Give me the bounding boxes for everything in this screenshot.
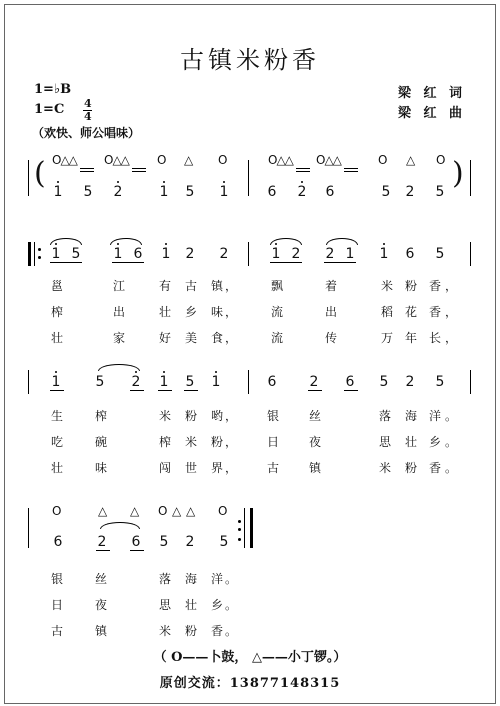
note: 1 — [219, 184, 229, 200]
lyric: 稻 — [380, 305, 393, 319]
lyric: 江 — [112, 279, 125, 293]
lyric: 出 — [324, 305, 337, 319]
lyric: 粉 — [184, 624, 197, 638]
lyric: 美 — [184, 331, 197, 345]
lyric: 闯 — [158, 461, 171, 475]
note: 2 — [325, 246, 335, 262]
note: 1 — [161, 246, 171, 262]
lyric: 壮 — [50, 331, 63, 345]
lyric: 壮 — [404, 435, 417, 449]
instrument-legend: （ O——卜鼓， △——小丁锣。） — [153, 650, 347, 665]
perc-mark: O — [158, 504, 167, 518]
perc-mark: △ — [186, 504, 195, 518]
perc-mark: O — [378, 153, 387, 167]
key-signature-2: 1=C — [34, 102, 65, 117]
perc-mark: O△△ — [268, 153, 293, 167]
contact-footer: 原创交流：13877148315 — [159, 676, 341, 691]
lyric: 榨 — [94, 409, 107, 423]
lyric: 米 — [380, 279, 393, 293]
lyric: 日 — [50, 598, 63, 612]
lyric: 飘 — [270, 279, 283, 293]
note: 5 — [381, 184, 391, 200]
perc-mark: O△△ — [104, 153, 129, 167]
lyric: 味 — [94, 461, 107, 475]
note: 6 — [345, 374, 355, 390]
note: 2 — [131, 374, 141, 390]
lyric: 壮 — [184, 598, 197, 612]
note: 2 — [405, 184, 415, 200]
time-signature-bottom: 4 — [84, 110, 92, 123]
lyric: 思 — [378, 435, 391, 449]
note: 5 — [159, 534, 169, 550]
note: 5 — [185, 184, 195, 200]
lyric: 好 — [158, 331, 171, 345]
note: 1 — [53, 184, 63, 200]
perc-mark: O — [52, 504, 61, 518]
lyric: 银 — [266, 409, 279, 423]
lyric: 乡 — [184, 305, 197, 319]
note: 2 — [309, 374, 319, 390]
perc-mark: △ — [98, 504, 107, 518]
lyric: 古 — [184, 279, 197, 293]
note: 2 — [219, 246, 229, 262]
lyric: 粉 — [184, 409, 197, 423]
lyric: 米 — [158, 624, 171, 638]
lyric: 米 — [158, 409, 171, 423]
lyric: 哟 — [210, 409, 223, 423]
perc-mark: O — [436, 153, 445, 167]
slur — [110, 238, 142, 245]
lyric: 镇 — [94, 624, 107, 638]
lyric: 世 — [184, 461, 197, 475]
perc-mark: O△△ — [316, 153, 341, 167]
lyric: 有 — [158, 279, 171, 293]
note: 1 — [113, 246, 123, 262]
note: 1 — [379, 246, 389, 262]
lyric: 界 — [210, 461, 223, 475]
lyric: 古 — [266, 461, 279, 475]
lyric: 丝 — [308, 409, 321, 423]
perc-mark: △ — [406, 153, 415, 167]
lyric: 香 — [428, 279, 441, 293]
lyric: 粉 — [404, 279, 417, 293]
lyric: 邕 — [50, 279, 63, 293]
note: 6 — [405, 246, 415, 262]
note: 2 — [185, 246, 195, 262]
note: 2 — [297, 184, 307, 200]
lyric: 食 — [210, 331, 223, 345]
lyric: 镇 — [210, 279, 223, 293]
note: 2 — [185, 534, 195, 550]
open-paren: ( — [34, 156, 46, 191]
perc-mark: O — [218, 153, 227, 167]
note: 1 — [211, 374, 221, 390]
lyric: 榨 — [50, 305, 63, 319]
note: 5 — [71, 246, 81, 262]
perc-mark: △ — [172, 504, 181, 518]
note: 6 — [53, 534, 63, 550]
lyric: 碗 — [94, 435, 107, 449]
lyric: 丝 — [94, 572, 107, 586]
barline-mid — [248, 160, 249, 196]
perc-mark: O — [157, 153, 166, 167]
note: 5 — [95, 374, 105, 390]
composer-credit: 梁 红 曲 — [398, 106, 467, 121]
lyric: 粉 — [210, 435, 223, 449]
note: 6 — [267, 184, 277, 200]
lyric: 榨 — [158, 435, 171, 449]
barline — [28, 508, 29, 548]
key-signature-1: 1=♭B — [34, 82, 72, 97]
lyric: 海 — [404, 409, 417, 423]
song-title: 古镇米粉香 — [180, 46, 320, 74]
lyric: 落 — [158, 572, 171, 586]
lyric: 夜 — [308, 435, 321, 449]
lyric: 长 — [428, 331, 441, 345]
lyric: 香 — [210, 624, 223, 638]
lyric: 古 — [50, 624, 63, 638]
lyric: 洋 — [428, 409, 441, 423]
barline — [470, 242, 471, 266]
time-signature-top: 4 — [84, 97, 92, 110]
lyric: 壮 — [50, 461, 63, 475]
slur — [326, 238, 358, 245]
lyric: 洋 — [210, 572, 223, 586]
lyric: 米 — [184, 435, 197, 449]
lyric: 花 — [404, 305, 417, 319]
note: 5 — [219, 534, 229, 550]
barline-end — [470, 160, 471, 196]
note: 2 — [405, 374, 415, 390]
lyric: 家 — [112, 331, 125, 345]
lyric: 米 — [378, 461, 391, 475]
note: 1 — [271, 246, 281, 262]
lyric: 味 — [210, 305, 223, 319]
lyric: 海 — [184, 572, 197, 586]
barline — [248, 370, 249, 394]
lyric: 夜 — [94, 598, 107, 612]
lyric: 年 — [404, 331, 417, 345]
note: 5 — [435, 374, 445, 390]
barline — [28, 370, 29, 394]
slur — [100, 522, 140, 529]
note: 5 — [435, 184, 445, 200]
lyric: 香 — [428, 461, 441, 475]
lyric: 着 — [324, 279, 337, 293]
note: 1 — [51, 246, 61, 262]
lyric: 流 — [270, 305, 283, 319]
note: 5 — [83, 184, 93, 200]
barline-start — [28, 160, 29, 196]
lyric: 日 — [266, 435, 279, 449]
perc-mark: O△△ — [52, 153, 77, 167]
note: 5 — [435, 246, 445, 262]
note: 2 — [97, 534, 107, 550]
lyric: 出 — [112, 305, 125, 319]
perc-mark: △ — [184, 153, 193, 167]
perc-mark: △ — [130, 504, 139, 518]
perc-mark: O — [218, 504, 227, 518]
lyric: 流 — [270, 331, 283, 345]
lyric: 乡 — [210, 598, 223, 612]
lyric: 思 — [158, 598, 171, 612]
note: 6 — [133, 246, 143, 262]
slur — [98, 364, 140, 371]
note: 6 — [267, 374, 277, 390]
note: 2 — [291, 246, 301, 262]
lyric: 吃 — [50, 435, 63, 449]
note: 2 — [113, 184, 123, 200]
tempo-marking: （欢快、师公唱味） — [32, 126, 141, 140]
lyric: 香 — [428, 305, 441, 319]
repeat-start — [28, 242, 31, 266]
repeat-end — [250, 508, 253, 548]
lyric: 银 — [50, 572, 63, 586]
lyric: 万 — [380, 331, 393, 345]
note: 1 — [159, 184, 169, 200]
lyricist-credit: 梁 红 词 — [398, 86, 467, 101]
note: 1 — [159, 374, 169, 390]
barline — [248, 242, 249, 266]
lyric: 落 — [378, 409, 391, 423]
lyric: 壮 — [158, 305, 171, 319]
close-paren: ) — [452, 156, 464, 191]
lyric: 镇 — [308, 461, 321, 475]
barline — [470, 370, 471, 394]
note: 1 — [51, 374, 61, 390]
lyric: 传 — [324, 331, 337, 345]
note: 6 — [131, 534, 141, 550]
note: 1 — [345, 246, 355, 262]
note: 5 — [185, 374, 195, 390]
lyric: 乡 — [428, 435, 441, 449]
lyric: 粉 — [404, 461, 417, 475]
lyric: 生 — [50, 409, 63, 423]
note: 5 — [379, 374, 389, 390]
note: 6 — [325, 184, 335, 200]
